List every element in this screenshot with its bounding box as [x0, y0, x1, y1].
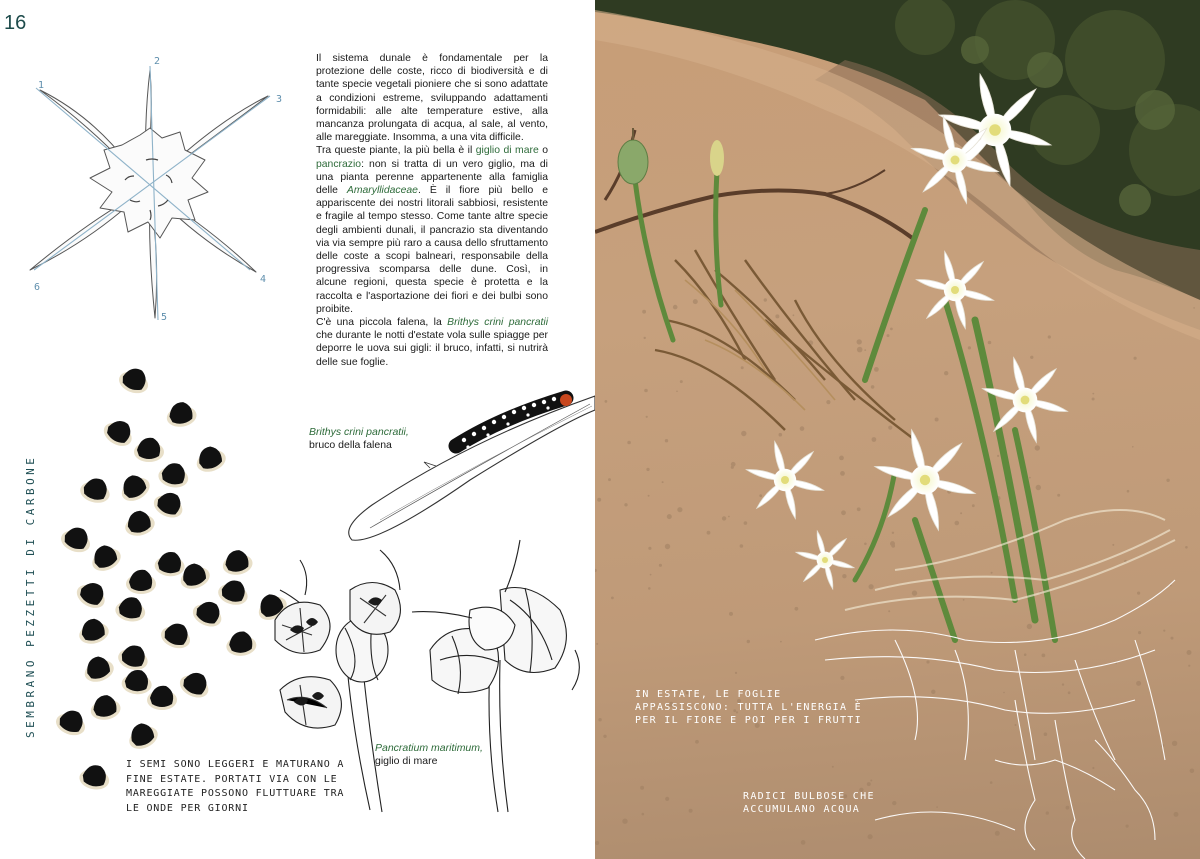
sea-lily-flower: [875, 430, 975, 530]
caption-caterpillar-common: bruco della falena: [309, 439, 392, 451]
star-number-1: 1: [38, 80, 45, 91]
star-number-3: 3: [276, 94, 283, 105]
photo-note-summer: IN ESTATE, LE FOGLIE APPASSISCONO: TUTTA L'ENERGIA È PER IL FIORE E POI PER I FRUTTI: [635, 689, 862, 726]
star-number-5: 5: [161, 312, 168, 323]
body-text-run: o: [538, 145, 548, 157]
caption-sea-lily-scientific: Pancratium maritimum,: [375, 742, 483, 754]
star-number-2: 2: [154, 56, 161, 67]
sea-lily-photo: [595, 0, 1200, 859]
body-text-run: pancrazio: [316, 158, 362, 170]
right-page-photo: [595, 0, 1200, 859]
body-text-run: Brithys crini pancratii: [447, 317, 549, 329]
seeds-note: I SEMI SONO LEGGERI E MATURANO A FINE ESTATE. PORTATI VIA CON LE MAREGGIATE POSSONO FLUTTUARE TRA LE ONDE PER GIORNI: [126, 759, 345, 814]
body-text-run: Amaryllidaceae: [346, 185, 418, 197]
body-text-run: C'è una piccola falena, la: [316, 317, 448, 329]
caption-sea-lily: [375, 742, 483, 768]
sea-lily-flower: [796, 531, 854, 589]
star-number-6: 6: [34, 282, 41, 293]
star-number-4: 4: [260, 274, 267, 285]
seeds-vertical-note: SEMBRANO PEZZETTI DI CARBONE: [24, 454, 37, 738]
body-text-run: Il sistema dunale è fondamentale per la protezione delle coste, ricco di biodiversità e di tante specie vegetali pioniere che si sono adattate a condizioni estreme, sviluppando adattamenti formidabili: alle alte temperature estive, alla mancanza prolungata di acqua, al sale, al vento, alle mareggiate. Insomma, a una vita difficile.: [316, 53, 548, 144]
body-text-run: . È il fiore più bello e appariscente dei nostri litorali sabbiosi, resistente e fragile al tempo stesso. Come tante altre specie degli ambienti dunali, il pancrazio sta diventando via via sempre più raro a causa dello sfruttamento delle coste a scopi balneari, responsabile della progressiva scomparsa delle dune. Così, in alcune regioni, questa specie è protetta e la raccolta e l'asportazione dei fiori e dei bulbi sono proibite.: [316, 185, 548, 315]
photo-note-roots: RADICI BULBOSE CHE ACCUMULANO ACQUA: [743, 791, 875, 815]
left-page: [0, 0, 595, 859]
caption-caterpillar-scientific: Brithys crini pancratii,: [309, 426, 409, 438]
sea-lily-flower: [746, 441, 823, 518]
page-number: 16: [4, 12, 27, 34]
body-text-run: giglio di mare: [475, 145, 539, 157]
fruit-pods-illustration: [0, 0, 595, 859]
body-text-run: Tra queste piante, la più bella è il: [316, 145, 476, 157]
body-text-run: che durante le notti d'estate vola sulle spiagge per deporre le uova sui gigli: il bruco, infatti, si nutrirà delle sue foglie.: [316, 330, 548, 368]
body-text-run: : non si tratta di un vero giglio, ma di una pianta perenne appartenente alla famiglia delle: [316, 158, 548, 197]
sea-lily-flower: [916, 251, 993, 328]
caption-sea-lily-common: giglio di mare: [375, 755, 438, 767]
